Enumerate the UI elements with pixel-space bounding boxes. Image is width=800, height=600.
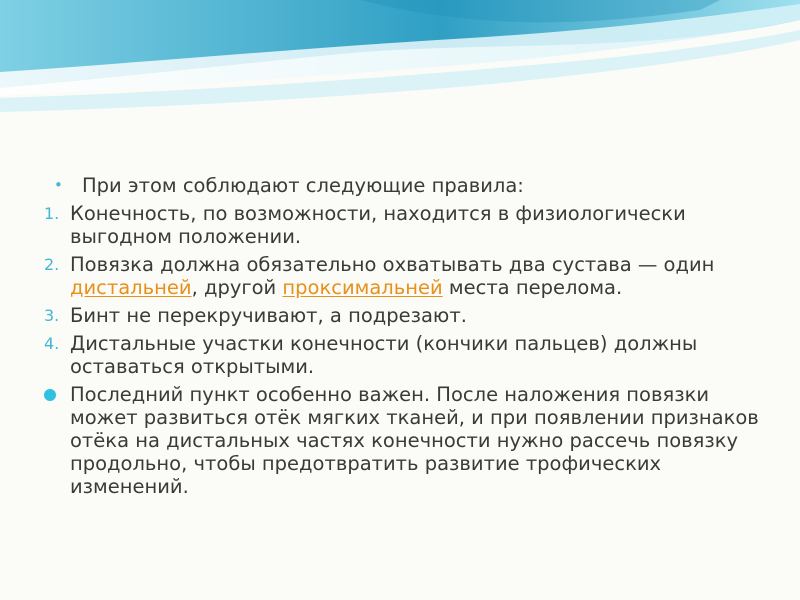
rule-item-2: [44, 253, 764, 299]
rule-text: Дистальные участки конечности (кончики пальцев) должны оставаться открытыми.: [70, 332, 698, 378]
rule-number: 1.: [44, 204, 60, 223]
rule-item-1: [44, 202, 764, 248]
rule-text: Конечность, по возможности, находится в физиологически выгодном положении.: [70, 202, 686, 248]
rule-number: 4.: [44, 334, 60, 353]
rule-text-part: , другой: [191, 276, 283, 299]
rule-text-part: Повязка должна обязательно охватывать два сустава — один: [70, 253, 715, 276]
header-wave-decoration: [0, 0, 800, 130]
intro-text: При этом соблюдают следующие правила:: [82, 174, 524, 197]
rule-text: Бинт не перекручивают, а подрезают.: [70, 304, 467, 327]
intro-line: [44, 174, 764, 197]
rule-item-3: [44, 304, 764, 327]
rule-item-4: [44, 332, 764, 378]
rule-number: 3.: [44, 306, 60, 325]
bullet-dot-icon: [44, 389, 56, 401]
note-item: [44, 383, 764, 498]
distal-link[interactable]: дистальней: [70, 276, 192, 299]
rule-text: [70, 253, 764, 299]
note-text: Последний пункт особенно важен. После наложения повязки может развиться отёк мягких тканей, и при появлении признаков отёка на дистальных частях конечности нужно рассечь повязку продольно, чтобы предотвратить развитие трофических изменений.: [70, 383, 759, 498]
bullet-marker: •: [54, 176, 63, 194]
proximal-link[interactable]: проксимальней: [282, 276, 443, 299]
rule-text-part: места перелома.: [442, 276, 623, 299]
slide-content: [44, 174, 764, 503]
rule-number: 2.: [44, 255, 60, 274]
